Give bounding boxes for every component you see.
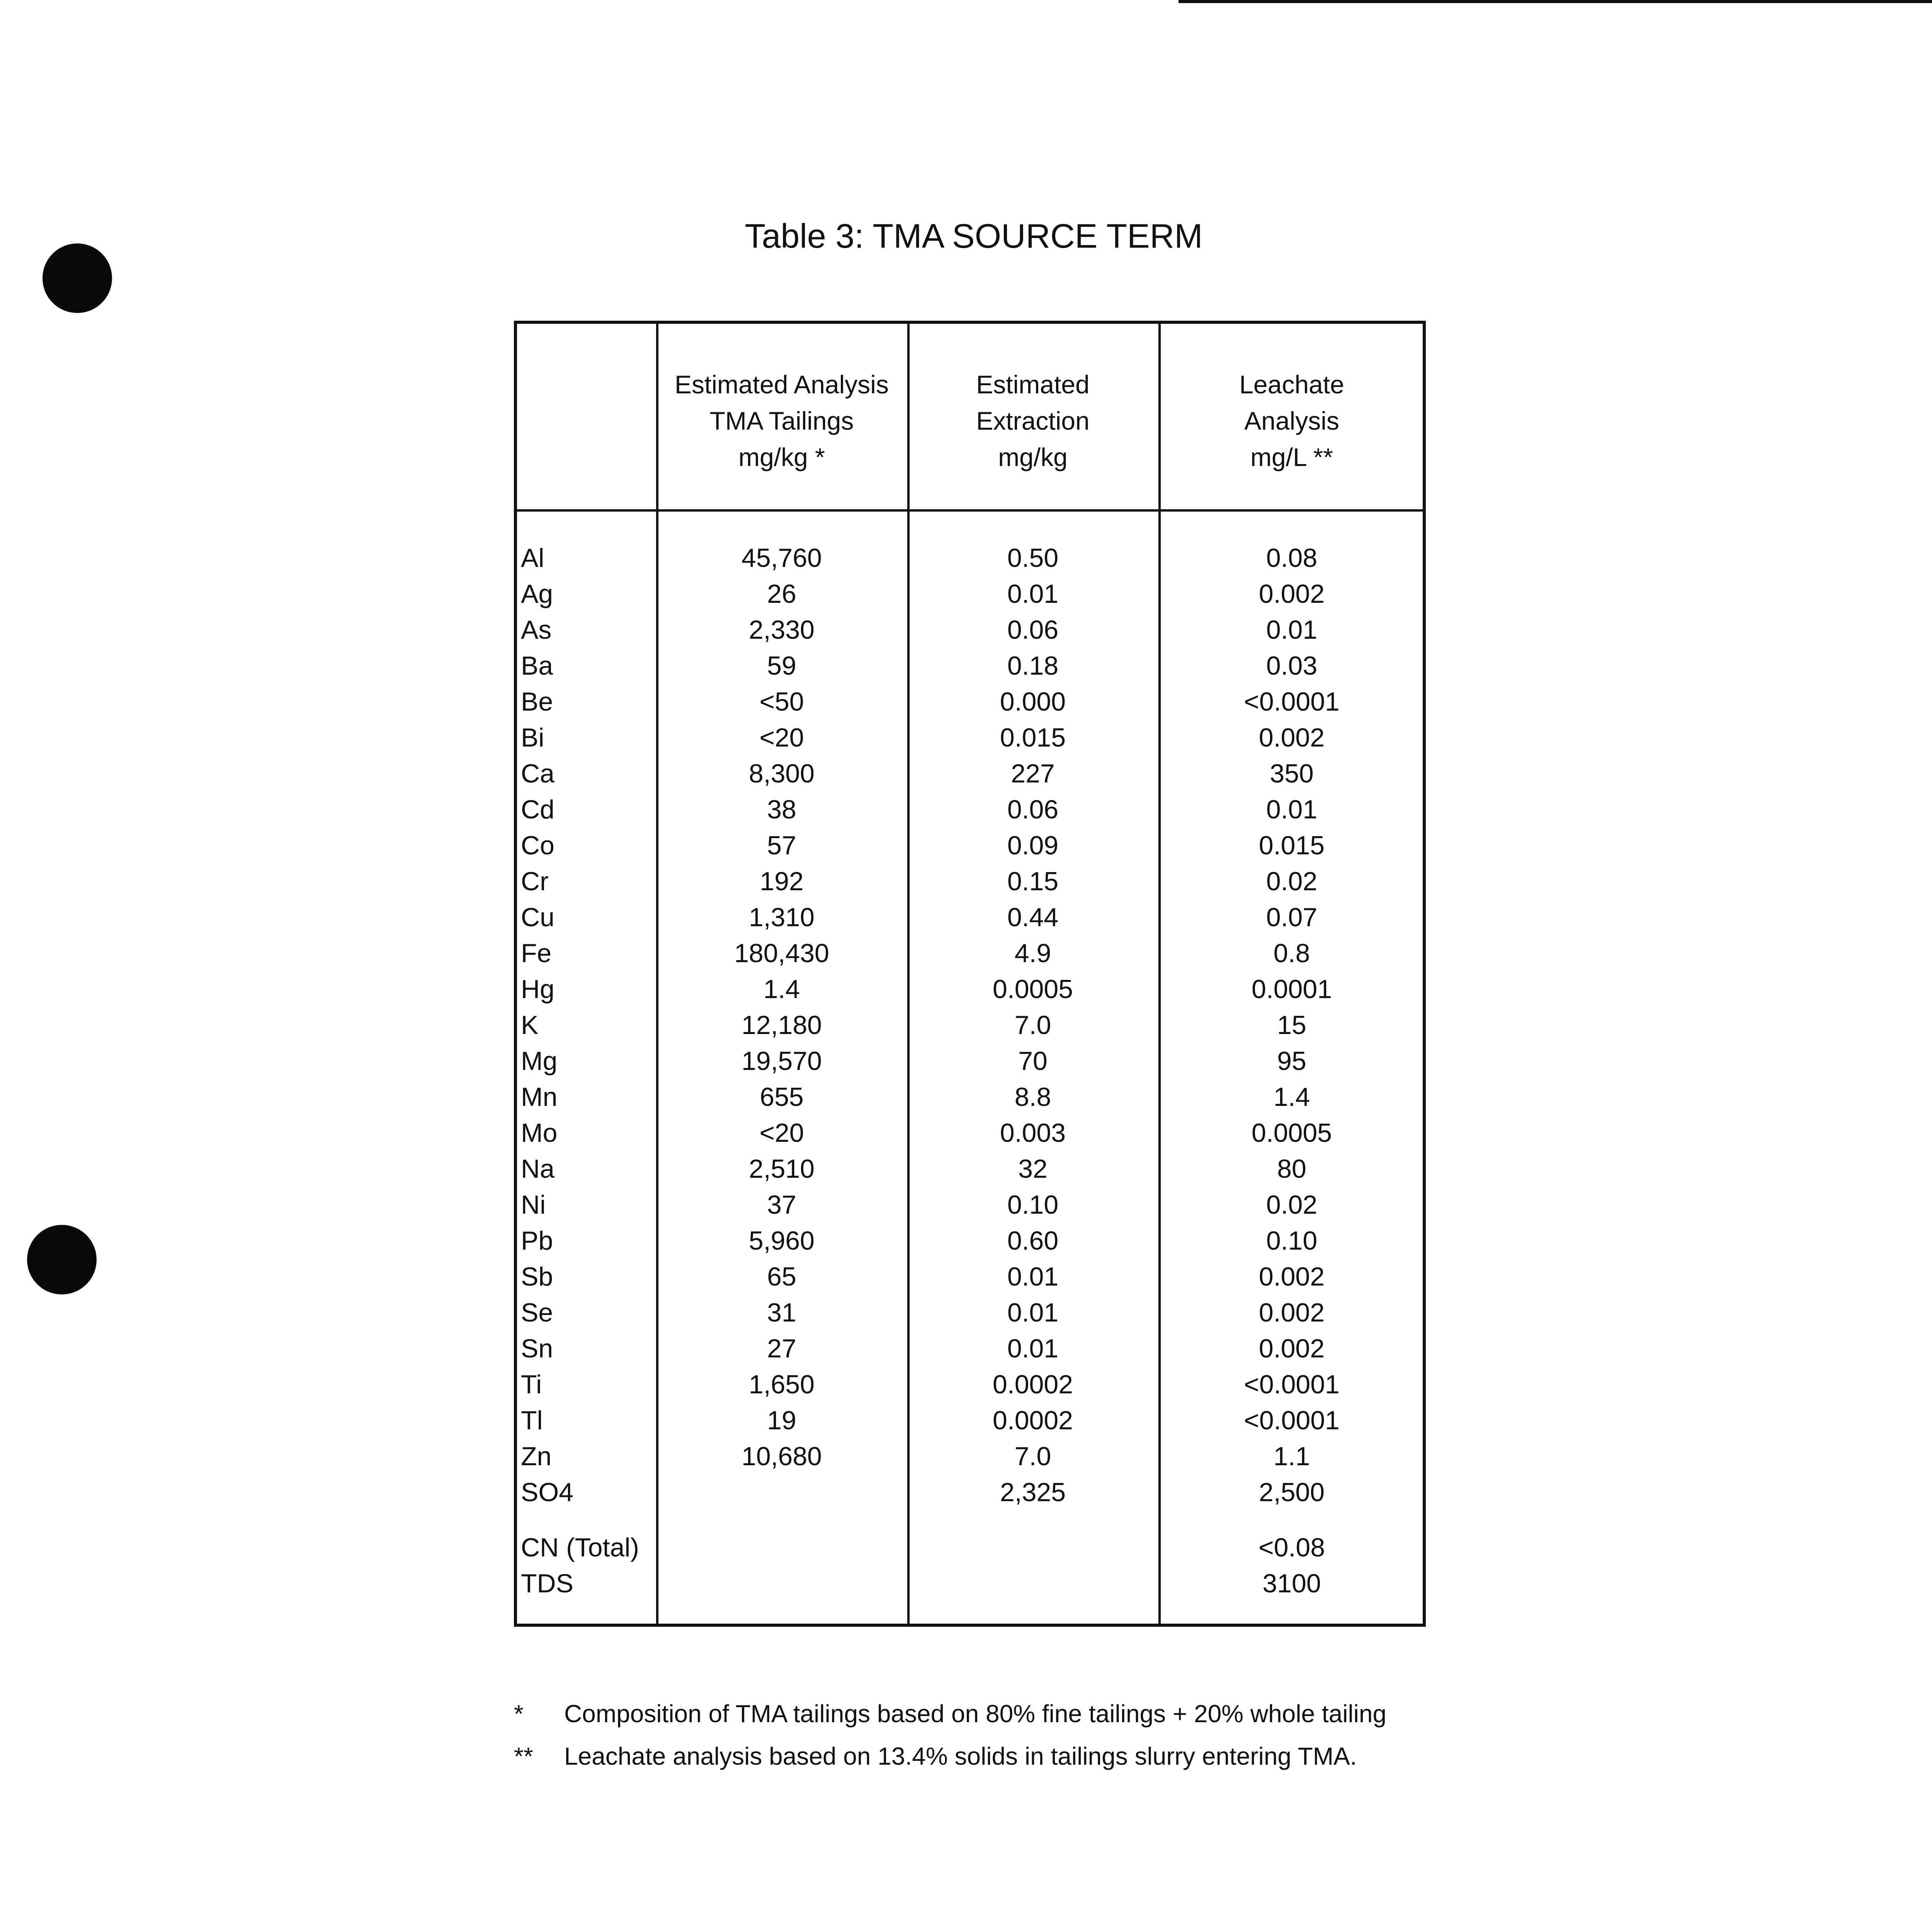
table-row <box>517 1187 1423 1223</box>
footnote <box>514 1735 1386 1777</box>
element-label: Mn <box>521 1082 558 1112</box>
table-cell: 59 <box>767 651 796 680</box>
top-edge-line <box>1179 0 1932 3</box>
element-label: Be <box>521 687 553 716</box>
table-row <box>517 900 1423 935</box>
table-row <box>517 1079 1423 1115</box>
element-label: SO4 <box>521 1478 574 1507</box>
table-row <box>517 648 1423 684</box>
table-row <box>517 540 1423 576</box>
table-cell: 0.06 <box>1007 795 1059 824</box>
table-cell: 0.60 <box>1007 1226 1059 1255</box>
table-cell: 0.07 <box>1266 903 1318 932</box>
table-cell: 0.8 <box>1273 939 1310 968</box>
table-cell: 227 <box>1011 759 1055 788</box>
table-cell: 19 <box>767 1406 796 1435</box>
element-label: Mo <box>521 1118 558 1148</box>
table-cell: 0.002 <box>1259 1334 1325 1363</box>
table-cell: 5,960 <box>748 1226 815 1255</box>
source-term-table <box>514 321 1426 1627</box>
header-line: mg/kg <box>998 443 1068 471</box>
element-label: Pb <box>521 1226 553 1255</box>
table-cell: 2,325 <box>1000 1478 1066 1507</box>
table-cell: 0.000 <box>1000 687 1066 716</box>
table-cell: 57 <box>767 831 796 860</box>
header-leachate-analysis <box>1158 366 1425 475</box>
table-row <box>517 1530 1423 1566</box>
header-line: Estimated Analysis <box>675 370 889 399</box>
table-row <box>517 1151 1423 1187</box>
table-cell: 0.003 <box>1000 1118 1066 1148</box>
table-row <box>517 1566 1423 1602</box>
element-label: Ni <box>521 1190 546 1219</box>
table-cell: 31 <box>767 1298 796 1327</box>
footnotes <box>514 1692 1386 1777</box>
element-label: Ca <box>521 759 554 788</box>
table-cell: 0.002 <box>1259 1262 1325 1291</box>
footnote <box>514 1692 1386 1735</box>
table-row <box>517 1259 1423 1295</box>
table-cell: 0.01 <box>1266 795 1318 824</box>
table-cell: 1.1 <box>1273 1442 1310 1471</box>
table-cell: 0.50 <box>1007 543 1059 573</box>
table-row <box>517 792 1423 828</box>
element-label: CN (Total) <box>521 1533 639 1562</box>
element-label: Mg <box>521 1046 558 1076</box>
header-line: Analysis <box>1244 406 1339 435</box>
table-cell: <20 <box>759 723 804 752</box>
element-label: Cu <box>521 903 554 932</box>
table-cell: <0.0001 <box>1244 1370 1340 1399</box>
table-cell: 0.15 <box>1007 867 1059 896</box>
table-title: Table 3: TMA SOURCE TERM <box>745 217 1203 255</box>
table-cell: 8,300 <box>748 759 815 788</box>
table-cell: 65 <box>767 1262 796 1291</box>
header-line: Extraction <box>976 406 1090 435</box>
table-cell: 45,760 <box>742 543 822 573</box>
table-cell: 37 <box>767 1190 796 1219</box>
table-cell: 0.10 <box>1007 1190 1059 1219</box>
table-cell: 0.02 <box>1266 1190 1318 1219</box>
table-cell: 10,680 <box>742 1442 822 1471</box>
table-cell: 38 <box>767 795 796 824</box>
table-cell: 26 <box>767 579 796 609</box>
table-cell: 7.0 <box>1014 1442 1051 1471</box>
element-label: TDS <box>521 1569 573 1598</box>
table-cell: 1,650 <box>748 1370 815 1399</box>
element-label: Bi <box>521 723 544 752</box>
element-label: Cr <box>521 867 549 896</box>
header-line: Leachate <box>1239 370 1344 399</box>
table-cell: 4.9 <box>1014 939 1051 968</box>
table-row <box>517 1403 1423 1439</box>
table-cell: 350 <box>1270 759 1314 788</box>
table-cell: 0.03 <box>1266 651 1318 680</box>
footnote-text: Leachate analysis based on 13.4% solids in tailings slurry entering TMA. <box>564 1742 1357 1770</box>
table-cell: 2,500 <box>1259 1478 1325 1507</box>
punch-hole-middle <box>27 1225 97 1294</box>
table-cell: 0.015 <box>1259 831 1325 860</box>
element-label: As <box>521 615 552 645</box>
table-cell: 3100 <box>1262 1569 1321 1598</box>
table-row <box>517 1007 1423 1043</box>
table-cell: 0.0005 <box>993 975 1073 1004</box>
table-cell: 0.01 <box>1266 615 1318 645</box>
table-cell: 70 <box>1018 1046 1048 1076</box>
header-estimated-analysis <box>656 366 907 475</box>
table-cell: 0.01 <box>1007 579 1059 609</box>
header-rule <box>656 509 1423 512</box>
table-cell: <0.0001 <box>1244 1406 1340 1435</box>
element-label: Zn <box>521 1442 552 1471</box>
table-cell: 655 <box>760 1082 804 1112</box>
table-row <box>517 576 1423 612</box>
table-cell: 0.002 <box>1259 579 1325 609</box>
table-cell: 0.09 <box>1007 831 1059 860</box>
table-cell: 0.10 <box>1266 1226 1318 1255</box>
table-cell: 0.06 <box>1007 615 1059 645</box>
table-cell: 1.4 <box>763 975 800 1004</box>
table-row <box>517 971 1423 1007</box>
table-row <box>517 612 1423 648</box>
table-cell: 0.0002 <box>993 1370 1073 1399</box>
table-row <box>517 1475 1423 1510</box>
table-row <box>517 1439 1423 1475</box>
table-cell: 19,570 <box>742 1046 822 1076</box>
header-line: Estimated <box>976 370 1090 399</box>
element-label: Ag <box>521 579 553 609</box>
table-cell: 0.01 <box>1007 1262 1059 1291</box>
table-cell: 0.015 <box>1000 723 1066 752</box>
table-cell: 27 <box>767 1334 796 1363</box>
table-cell: 0.08 <box>1266 543 1318 573</box>
element-label: Ba <box>521 651 553 680</box>
table-row <box>517 1367 1423 1403</box>
table-cell: 0.01 <box>1007 1334 1059 1363</box>
table-cell: 8.8 <box>1014 1082 1051 1112</box>
element-label: Sb <box>521 1262 553 1291</box>
table-row <box>517 828 1423 864</box>
table-row <box>517 935 1423 971</box>
table-row <box>517 684 1423 720</box>
element-label: Hg <box>521 975 554 1004</box>
table-cell: 0.0001 <box>1252 975 1332 1004</box>
table-cell: 80 <box>1277 1154 1306 1184</box>
header-estimated-extraction <box>907 366 1158 475</box>
table-cell: 0.18 <box>1007 651 1059 680</box>
table-cell: 7.0 <box>1014 1010 1051 1040</box>
table-cell: 0.002 <box>1259 723 1325 752</box>
table-cell: <0.0001 <box>1244 687 1340 716</box>
table-row <box>517 1043 1423 1079</box>
table-cell: <50 <box>759 687 804 716</box>
table-row <box>517 1295 1423 1331</box>
table-row <box>517 864 1423 900</box>
table-cell: 2,330 <box>748 615 815 645</box>
table-cell: 32 <box>1018 1154 1048 1184</box>
table-row <box>517 756 1423 792</box>
footnote-mark: ** <box>514 1742 533 1770</box>
table-row <box>517 720 1423 756</box>
table-cell: 180,430 <box>734 939 829 968</box>
table-cell: 1,310 <box>748 903 815 932</box>
footnote-mark: * <box>514 1700 524 1728</box>
header-rule <box>517 509 656 512</box>
table-cell: 95 <box>1277 1046 1306 1076</box>
table-row <box>517 1223 1423 1259</box>
header-line: TMA Tailings <box>709 406 854 435</box>
table-cell: 0.002 <box>1259 1298 1325 1327</box>
element-label: Ti <box>521 1370 542 1399</box>
table-cell: 0.02 <box>1266 867 1318 896</box>
table-row <box>517 1115 1423 1151</box>
table-cell: 192 <box>760 867 804 896</box>
element-label: Se <box>521 1298 553 1327</box>
table-cell: 0.0005 <box>1252 1118 1332 1148</box>
header-line: mg/kg * <box>738 443 825 471</box>
table-cell: <0.08 <box>1258 1533 1325 1562</box>
footnote-text: Composition of TMA tailings based on 80% fine tailings + 20% whole tailing <box>564 1700 1387 1728</box>
element-label: Sn <box>521 1334 553 1363</box>
header-line: mg/L ** <box>1250 443 1333 471</box>
table-cell: 15 <box>1277 1010 1306 1040</box>
table-cell: 0.44 <box>1007 903 1059 932</box>
element-label: Cd <box>521 795 554 824</box>
table-cell: <20 <box>759 1118 804 1148</box>
table-cell: 0.0002 <box>993 1406 1073 1435</box>
element-label: Na <box>521 1154 554 1184</box>
element-label: Fe <box>521 939 552 968</box>
table-cell: 0.01 <box>1007 1298 1059 1327</box>
element-label: Al <box>521 543 544 573</box>
table-cell: 1.4 <box>1273 1082 1310 1112</box>
table-row <box>517 1331 1423 1367</box>
table-cell: 12,180 <box>742 1010 822 1040</box>
element-label: K <box>521 1010 539 1040</box>
element-label: Co <box>521 831 554 860</box>
table-cell: 2,510 <box>748 1154 815 1184</box>
element-label: Tl <box>521 1406 543 1435</box>
